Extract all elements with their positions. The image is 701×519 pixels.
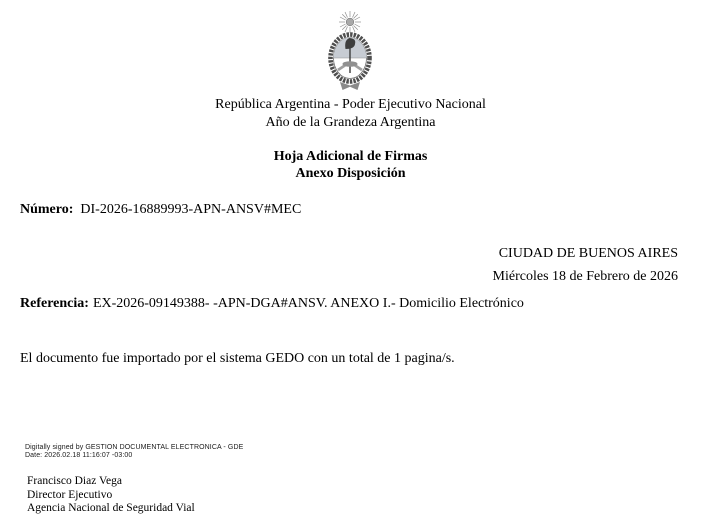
- reference-line: [20, 296, 680, 312]
- number-line: [20, 202, 301, 218]
- digital-signature-stamp: [25, 444, 243, 460]
- header-line-2: Año de la Grandeza Argentina: [265, 115, 436, 130]
- number-value: DI-2026-16889993-APN-ANSV#MEC: [80, 202, 302, 217]
- body-text: El documento fue importado por el sistema GEDO con un total de 1 pagina/s.: [20, 351, 455, 366]
- number-label: Número:: [20, 202, 74, 217]
- title-line-2: Anexo Disposición: [295, 166, 406, 181]
- title-line-1: Hoja Adicional de Firmas: [273, 149, 428, 164]
- sun-core: [346, 18, 354, 26]
- argentina-coat-of-arms-icon: [310, 11, 390, 92]
- city-line: CIUDAD DE BUENOS AIRES: [498, 246, 678, 261]
- reference-label: Referencia:: [20, 296, 89, 311]
- digital-signature-line-1: Digitally signed by GESTION DOCUMENTAL ELECTRONICA - GDE: [25, 444, 244, 451]
- document-title: [0, 148, 701, 182]
- place-date-block: [493, 242, 678, 288]
- argentina-coat-of-arms-svg: [310, 11, 390, 92]
- date-line: Miércoles 18 de Febrero de 2026: [492, 269, 678, 284]
- signer-name: Francisco Diaz Vega: [27, 475, 122, 487]
- document-header: [0, 96, 701, 132]
- clasped-hands: [343, 61, 358, 67]
- reference-value: EX-2026-09149388- -APN-DGA#ANSV. ANEXO I.- Domicilio Electrónico: [92, 296, 524, 311]
- signer-block: [27, 475, 195, 516]
- digital-signature-line-2: Date: 2026.02.18 11:16:07 -03:00: [25, 452, 133, 459]
- signer-organization: Agencia Nacional de Seguridad Vial: [27, 502, 195, 514]
- header-line-1: República Argentina - Poder Ejecutivo Nacional: [215, 97, 486, 112]
- signer-title: Director Ejecutivo: [27, 488, 113, 501]
